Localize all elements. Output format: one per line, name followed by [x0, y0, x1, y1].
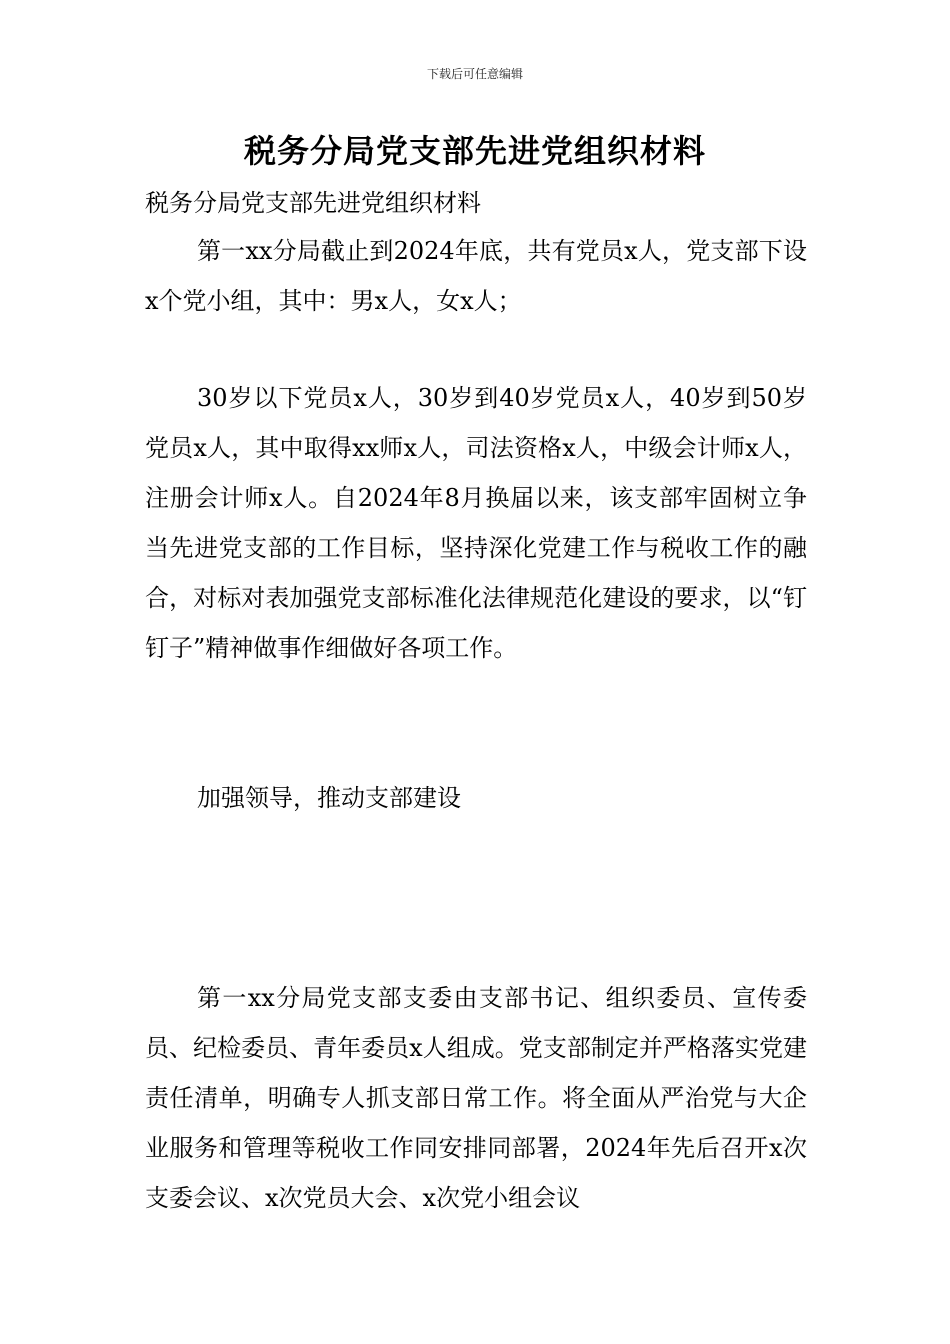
paragraph-2: 30岁以下党员x人，30岁到40岁党员x人，40岁到50岁党员x人，其中取得xx师x人，司法资格x人，中级会计师x人，注册会计师x人。自2024年8月换届以来，该支部牢固树立争当先进党支部的工作目标，坚持深化党建工作与税收工作的融合，对标对表加强党支部标准化法律规范化建设的要求，以“钉钉子”精神做事作细做好各项工作。	[145, 384, 807, 662]
document-title: 税务分局党支部先进党组织材料	[243, 132, 706, 170]
paragraph-3: 第一xx分局党支部支委由支部书记、组织委员、宣传委员、纪检委员、青年委员x人组成。党支部制定并严格落实党建责任清单，明确专人抓支部日常工作。将全面从严治党与大企业服务和管理等税收工作同安排同部署，2024年先后召开x次支委会议、x次党员大会、x次党小组会议	[145, 984, 807, 1212]
header-note: 下载后可任意编辑	[426, 67, 523, 81]
section-heading: 加强领导，推动支部建设	[197, 784, 461, 812]
document-subtitle: 税务分局党支部先进党组织材料	[145, 189, 481, 217]
paragraph-1: 第一xx分局截止到2024年底，共有党员x人，党支部下设x个党小组，其中：男x人，女x人；	[145, 237, 807, 315]
